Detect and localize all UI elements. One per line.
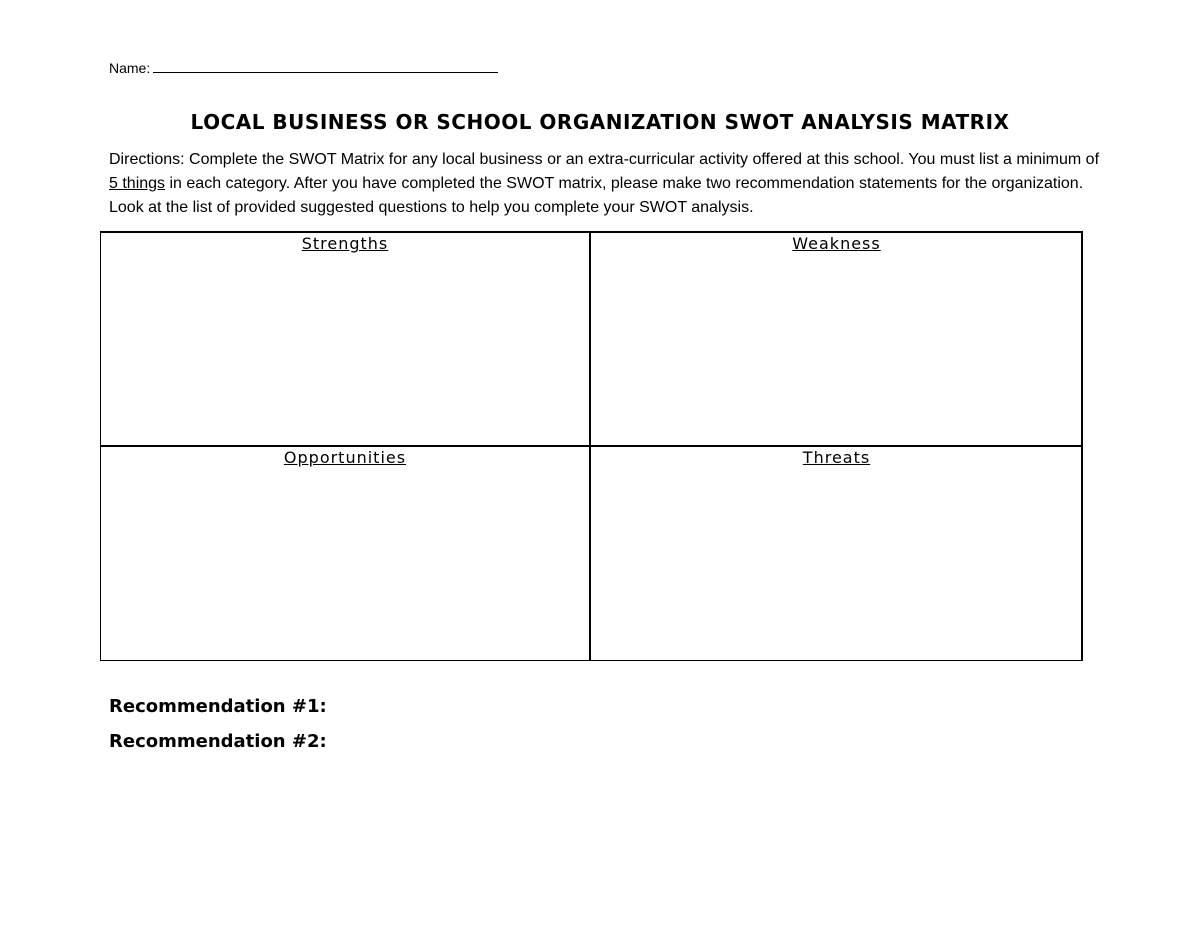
swot-matrix xyxy=(100,231,1083,661)
threats-heading: Threats xyxy=(802,448,871,467)
name-blank-line[interactable] xyxy=(153,57,498,73)
recommendation-1-label: Recommendation #1: xyxy=(109,696,327,717)
weakness-box[interactable] xyxy=(591,233,1082,447)
weakness-heading: Weakness xyxy=(792,234,881,253)
directions-text-part1: Directions: Complete the SWOT Matrix for any local business or an extra-curricular activity offered at this school. You must list a minimum of xyxy=(109,151,1100,168)
page-title: LOCAL BUSINESS OR SCHOOL ORGANIZATION SWOT ANALYSIS MATRIX xyxy=(190,110,1010,134)
strengths-box[interactable] xyxy=(101,233,591,447)
name-field-row xyxy=(109,57,498,77)
recommendation-2-label: Recommendation #2: xyxy=(109,731,327,752)
name-label: Name: xyxy=(109,60,151,76)
directions-paragraph xyxy=(109,148,1099,220)
directions-text-part2: in each category. After you have completed the SWOT matrix, please make two recommendation statements for the organization. Look at the list of provided suggested questions to help you complete your SWOT analysis. xyxy=(109,175,1084,216)
strengths-heading: Strengths xyxy=(301,234,389,253)
opportunities-heading: Opportunities xyxy=(283,448,407,467)
opportunities-box[interactable] xyxy=(101,447,591,661)
threats-box[interactable] xyxy=(591,447,1082,661)
directions-emphasis: 5 things xyxy=(109,175,166,192)
